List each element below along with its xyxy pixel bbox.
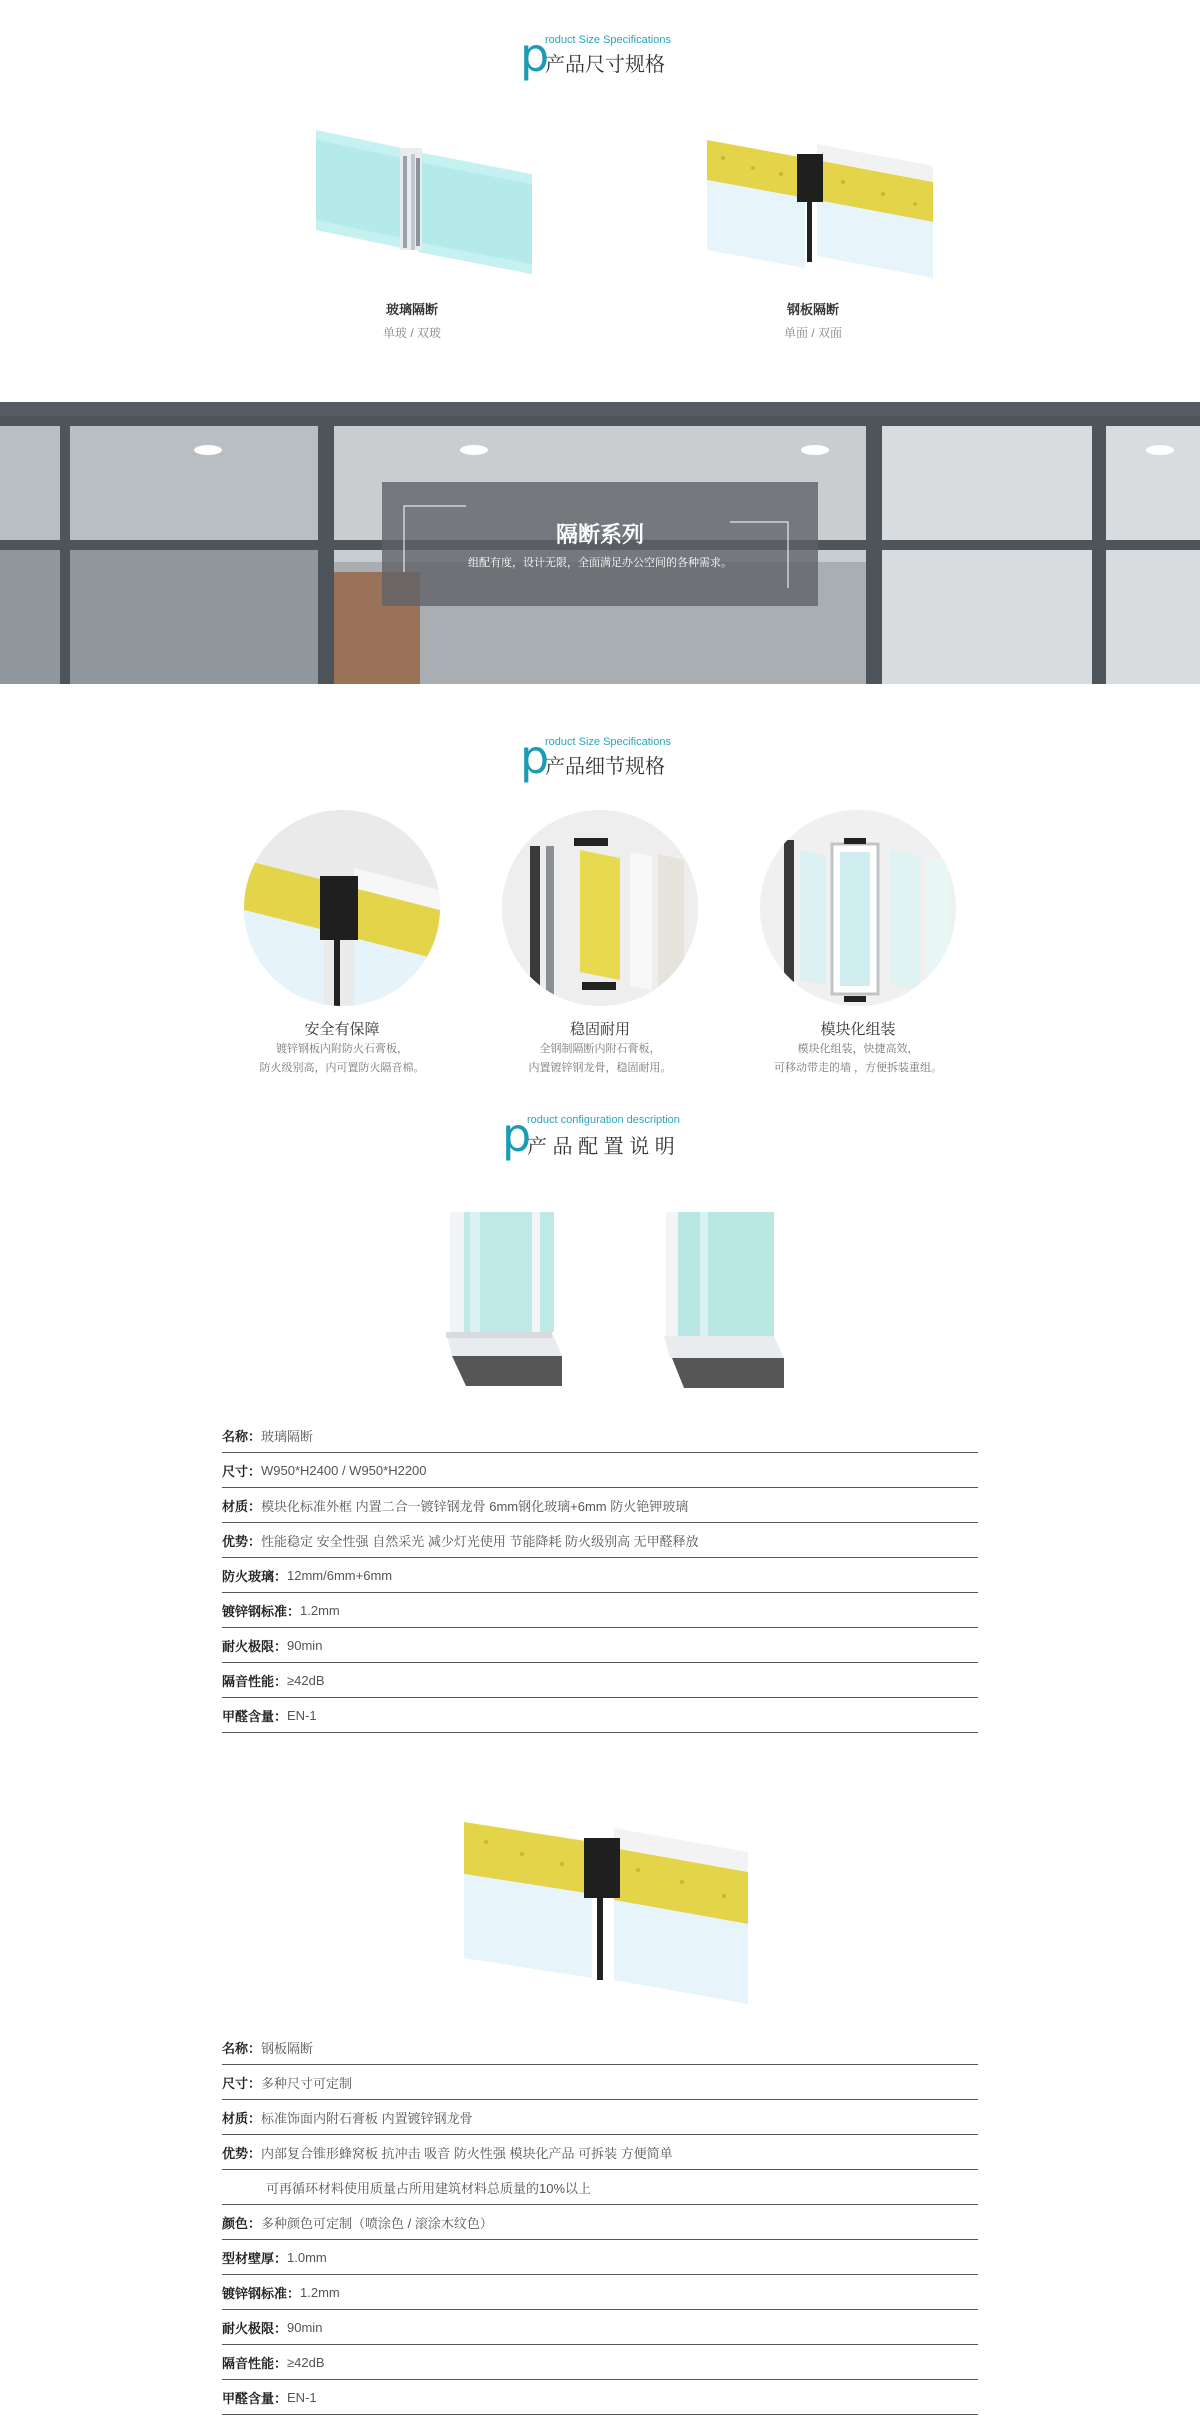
spec-row-material: [222, 1488, 978, 1523]
type-steel-partition[interactable]: [693, 118, 933, 341]
spec-value: 模块化标准外框 内置二合一镀锌钢龙骨 6mm钢化玻璃+6mm 防火铯钾玻璃: [261, 1498, 689, 1514]
spec-value: 标准饰面内附石膏板 内置镀锌钢龙骨: [261, 2110, 473, 2126]
spec-value: 90min: [287, 1637, 323, 1653]
spec-label: 名称：: [222, 2040, 262, 2056]
type-name: 钢板隔断: [786, 302, 839, 317]
glass-partition-image: [292, 118, 532, 288]
spec-value: ≥42dB: [287, 2354, 325, 2370]
section-heading-detail-specs: [0, 730, 1200, 790]
glass-spec-table: [222, 1418, 978, 1733]
steel-partition-image: [693, 118, 933, 288]
heading-p-letter: p: [502, 1108, 532, 1162]
spec-label: 镀锌钢标准：: [222, 2285, 301, 2301]
detail-safety: [217, 810, 467, 1077]
spec-row-sound: [222, 1663, 978, 1698]
spec-row-steel-standard: [222, 2275, 978, 2310]
spec-label: 名称：: [222, 1428, 262, 1444]
glass-partition-config-image: [432, 1206, 842, 1396]
spec-value: 90min: [287, 2319, 323, 2335]
detail-title: 稳固耐用: [569, 1021, 630, 1038]
section-heading-configuration: [0, 1108, 1200, 1168]
spec-label: 隔音性能：: [222, 1673, 288, 1689]
type-sub: 单玻 / 双玻: [382, 326, 441, 340]
detail-modular: [733, 810, 983, 1077]
spec-row-advantage-cont: [222, 2170, 978, 2205]
spec-label: 隔音性能：: [222, 2355, 288, 2371]
spec-value: EN-1: [287, 1707, 317, 1723]
detail-desc-line1: 模块化组装，快捷高效，: [797, 1043, 919, 1055]
detail-title: 安全有保障: [304, 1021, 380, 1038]
heading-chinese: 产品尺寸规格: [545, 54, 665, 76]
spec-row-sound: [222, 2345, 978, 2380]
heading-p-letter: p: [520, 730, 550, 784]
spec-value: 内部复合锥形蜂窝板 抗冲击 吸音 防火性强 模块化产品 可拆装 方便简单: [261, 2145, 673, 2161]
detail-durable-image: [502, 810, 698, 1006]
spec-label: 材质：: [222, 2110, 262, 2126]
detail-desc-line1: 镀锌钢板内附防火石膏板，: [276, 1043, 408, 1055]
spec-value: 钢板隔断: [261, 2040, 314, 2056]
spec-label: 甲醛含量：: [222, 2390, 288, 2406]
heading-p-letter: p: [520, 28, 550, 82]
spec-value: 1.0mm: [287, 2249, 327, 2265]
spec-row-name: [222, 2030, 978, 2065]
type-name: 玻璃隔断: [385, 302, 438, 317]
spec-label: 耐火极限：: [222, 1638, 288, 1654]
banner-title: 隔断系列: [555, 522, 644, 547]
detail-desc-line2: 内置镀锌钢龙骨，稳固耐用。: [528, 1062, 672, 1074]
heading-english: roduct configuration description: [527, 1114, 680, 1126]
spec-value: 1.2mm: [300, 1602, 340, 1618]
spec-value: 1.2mm: [300, 2284, 340, 2300]
spec-label: 优势：: [222, 2145, 262, 2161]
spec-value: W950*H2400 / W950*H2200: [261, 1462, 427, 1478]
spec-value: 性能稳定 安全性强 自然采光 减少灯光使用 节能降耗 防火级别高 无甲醛释放: [261, 1533, 699, 1549]
spec-label: 尺寸：: [222, 1463, 262, 1479]
heading-chinese: 产品细节规格: [545, 756, 665, 778]
spec-label: 耐火极限：: [222, 2320, 288, 2336]
detail-desc-line1: 全钢制隔断内附石膏板，: [539, 1043, 661, 1055]
steel-partition-config-image: [462, 1808, 752, 2008]
spec-label: 防火玻璃：: [222, 1568, 288, 1584]
spec-label: 型材壁厚：: [222, 2250, 288, 2266]
spec-row-fire-glass: [222, 1558, 978, 1593]
detail-title: 模块化组装: [820, 1021, 896, 1038]
spec-label: 镀锌钢标准：: [222, 1603, 301, 1619]
type-sub: 单面 / 双面: [783, 326, 842, 340]
spec-value: 多种尺寸可定制: [261, 2075, 353, 2091]
spec-label: 材质：: [222, 1498, 262, 1514]
spec-row-formaldehyde: [222, 1698, 978, 1733]
spec-label: 优势：: [222, 1533, 262, 1549]
detail-safety-image: [244, 810, 440, 1006]
spec-row-advantage: [222, 2135, 978, 2170]
spec-row-size: [222, 2065, 978, 2100]
steel-spec-table: [222, 2030, 978, 2415]
spec-row-fire-limit: [222, 2310, 978, 2345]
heading-english: roduct Size Specifications: [545, 34, 671, 46]
spec-row-size: [222, 1453, 978, 1488]
spec-value: 可再循环材料使用质量占所用建筑材料总质量的10%以上: [266, 2180, 592, 2196]
detail-desc-line2: 可移动带走的墙 ，方便拆装重组。: [773, 1062, 943, 1074]
spec-row-steel-standard: [222, 1593, 978, 1628]
spec-value: ≥42dB: [287, 1672, 325, 1688]
spec-row-fire-limit: [222, 1628, 978, 1663]
detail-desc-line2: 防火级别高，内可置防火隔音棉。: [259, 1062, 425, 1074]
spec-value: 多种颜色可定制（喷涂色 / 滚涂木纹色）: [261, 2215, 493, 2231]
section-heading-size-specs: [0, 28, 1200, 88]
spec-label: 颜色：: [222, 2215, 262, 2231]
detail-durable: [475, 810, 725, 1077]
spec-row-advantage: [222, 1523, 978, 1558]
spec-label: 尺寸：: [222, 2075, 262, 2091]
heading-chinese: 产 品 配 置 说 明: [527, 1136, 675, 1158]
spec-row-material: [222, 2100, 978, 2135]
spec-value: 玻璃隔断: [261, 1428, 314, 1444]
spec-row-formaldehyde: [222, 2380, 978, 2415]
spec-row-thickness: [222, 2240, 978, 2275]
partition-series-banner: [0, 402, 1200, 684]
spec-row-color: [222, 2205, 978, 2240]
spec-value: 12mm/6mm+6mm: [287, 1567, 393, 1583]
detail-modular-image: [760, 810, 956, 1006]
type-glass-partition[interactable]: [292, 118, 532, 341]
banner-subtitle: 组配有度，设计无限，全面满足办公空间的各种需求。: [468, 556, 732, 569]
spec-label: 甲醛含量：: [222, 1708, 288, 1724]
spec-row-name: [222, 1418, 978, 1453]
heading-english: roduct Size Specifications: [545, 736, 671, 748]
spec-value: EN-1: [287, 2389, 317, 2405]
